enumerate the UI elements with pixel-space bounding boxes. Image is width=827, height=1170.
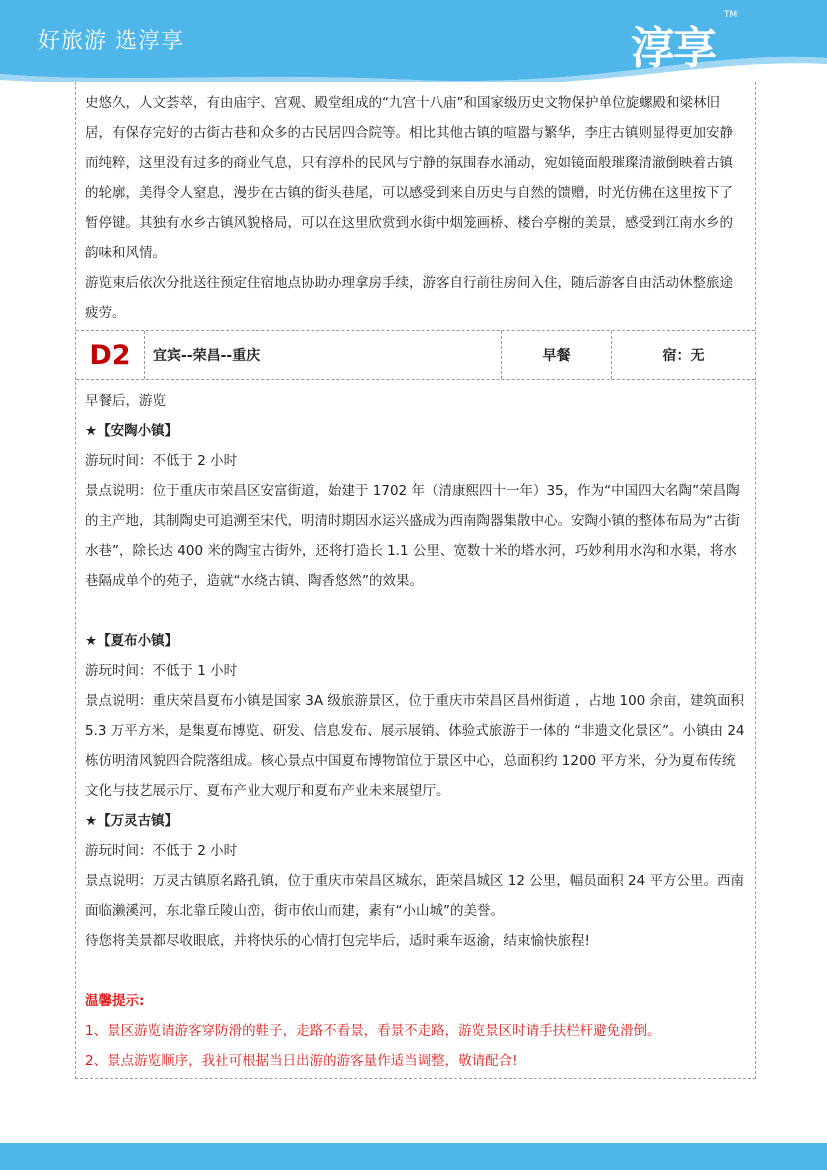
attraction-duration: 游玩时间：不低于 1 小时 <box>85 663 238 679</box>
footer-bar <box>0 1143 827 1170</box>
tip-item: 1、景区游览请游客穿防滑的鞋子，走路不看景，看景不走路，游览景区时请手扶栏杆避免滑倒。 <box>85 1023 661 1039</box>
spacer <box>85 596 746 626</box>
page-header <box>0 0 827 82</box>
opening-line: 早餐后，游览 <box>85 393 166 409</box>
tip-item: 2、景点游览顺序，我社可根据当日出游的游客量作适当调整，敬请配合! <box>85 1053 518 1069</box>
attraction-duration: 游玩时间：不低于 2 小时 <box>85 843 238 859</box>
spacer <box>85 956 746 986</box>
attraction-description: 景点说明：位于重庆市荣昌区安富街道，始建于 1702 年（清康熙四十一年）35，作为“中国四大名陶”荣昌陶的主产地，其制陶史可追溯至宋代，明清时期因水运兴盛成为西南陶器集散中心。安陶小镇的整体布局为“古街水巷”，除长达 400 米的陶宝古街外，还将打造长 1.1 公里、宽数十米的塔水河，巧妙利用水沟和水渠，将水巷隔成单个的苑子，造就“水绕古镇、陶香悠然”的效果。 <box>85 483 740 589</box>
day-meal: 早餐 <box>502 331 612 379</box>
closing-line: 待您将美景都尽收眼底，并将快乐的心情打包完毕后，适时乘车返渝，结束愉快旅程! <box>85 933 590 949</box>
tips-title: 温馨提示: <box>85 993 145 1009</box>
attraction-title: ★【安陶小镇】 <box>85 423 179 439</box>
day-number-cell <box>76 331 145 379</box>
intro-paragraph: 史悠久，人文荟萃，有由庙宇、宫观、殿堂组成的“九宫十八庙”和国家级历史文物保护单位旋螺殿和梁林旧居，有保存完好的古街古巷和众多的古民居四合院等。相比其他古镇的喧嚣与繁华，李庄古镇则显得更加安静而纯粹，这里没有过多的商业气息，只有淳朴的民风与宁静的氛围春水涌动，宛如镜面般璀璨清澈倒映着古镇的轮廓，美得令人窒息，漫步在古镇的街头巷尾，可以感受到来自历史与自然的馈赠，时光仿佛在这里按下了暂停键。其独有水乡古镇风貌格局，可以在这里欣赏到水街中烟笼画桥、楼台亭榭的美景，感受到江南水乡的韵味和风情。 <box>85 95 733 261</box>
attraction-title: ★【万灵古镇】 <box>85 813 179 829</box>
brand-logo: 淳享 <box>631 23 715 74</box>
day-route: 宜宾--荣昌--重庆 <box>145 331 502 379</box>
day-header-row <box>76 330 755 380</box>
attraction-duration: 游玩时间：不低于 2 小时 <box>85 453 238 469</box>
attraction-description: 景点说明：万灵古镇原名路孔镇，位于重庆市荣昌区城东，距荣昌城区 12 公里，幅员面积 24 平方公里。西南面临濑溪河，东北靠丘陵山峦，街市依山而建，素有“小山城”的美誉。 <box>85 873 745 919</box>
attraction-description: 景点说明：重庆荣昌夏布小镇是国家 3A 级旅游景区，位于重庆市荣昌区昌州街道 ，占地 100 余亩，建筑面积 5.3 万平方米，是集夏布博览、研发、信息发布、展示展销、体验式旅游于一体的 “非遗文化景区”。小镇由 24 栋仿明清风貌四合院落组成。核心景点中国夏布博物馆位于景区中心，总面积约 1200 平方米，分为夏布传统文化与技艺展示厅、夏布产业大观厅和夏布产业未来展望厅。 <box>85 693 745 799</box>
itinerary-document <box>75 82 756 1079</box>
header-slogan: 好旅游 选淳享 <box>38 29 184 54</box>
intro-paragraph: 游览束后依次分批送往预定住宿地点协助办理拿房手续，游客自行前往房间入住，随后游客自由活动休整旅途疲劳。 <box>85 275 733 321</box>
day-content <box>76 380 755 1078</box>
day-number: D2 <box>89 339 131 371</box>
intro-section <box>76 82 755 330</box>
day-accommodation: 宿：无 <box>662 348 705 364</box>
trademark-mark: TM <box>724 10 738 20</box>
attraction-title: ★【夏布小镇】 <box>85 633 179 649</box>
